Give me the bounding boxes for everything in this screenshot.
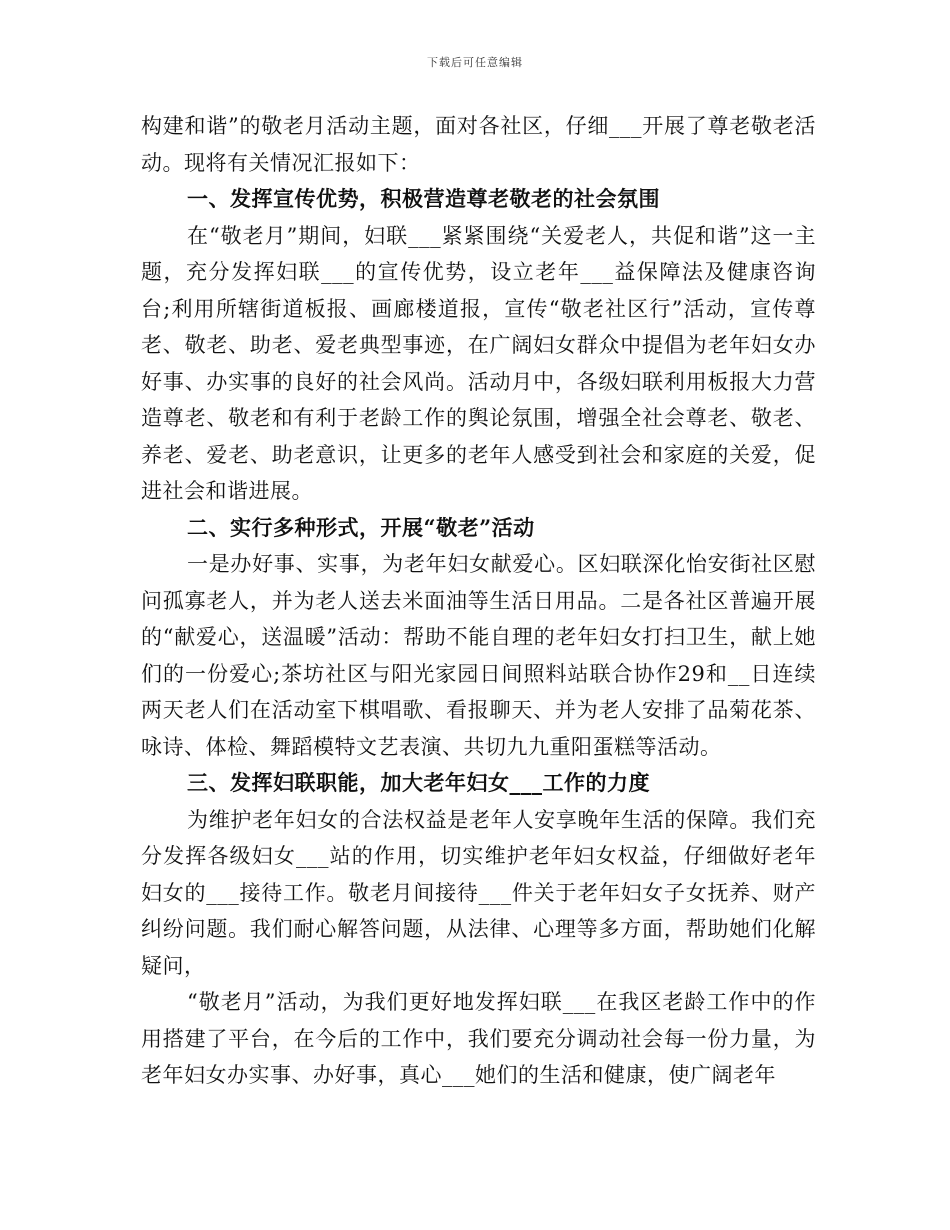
section-1-paragraph: 在“敬老月”期间，妇联___紧紧围绕“关爱老人，共促和谐”这一主题，充分发挥妇联___的宣传优势，设立老年___益保障法及健康咨询台;利用所辖街道板报、画廊楼道报，宣传“敬老社区行”活动，宣传尊老、敬老、助老、爱老典型事迹，在广阔妇女群众中提倡为老年妇女办好事、办实事的良好的社会风尚。活动月中，各级妇联利用板报大力营造尊老、敬老和有利于老龄工作的舆论氛围，增强全社会尊老、敬老、养老、爱老、助老意识，让更多的老年人感受到社会和家庭的关爱，促进社会和谐进展。: [141, 223, 816, 503]
closing-paragraph: “敬老月”活动，为我们更好地发挥妇联___在我区老龄工作中的作用搭建了平台，在今后的工作中，我们要充分调动社会每一份力量，为老年妇女办实事、办好事，真心___她们的生活和健康，使广阔老年: [141, 990, 816, 1087]
section-heading-1: 一、发挥宣传优势，积极营造尊老敬老的社会氛围: [187, 186, 660, 211]
document-body: [141, 108, 816, 1094]
section-2-paragraph: 一是办好事、实事，为老年妇女献爱心。区妇联深化怡安街社区慰问孤寡老人，并为老人送去米面油等生活日用品。二是各社区普遍开展的“献爱心，送温暖”活动：帮助不能自理的老年妇女打扫卫生，献上她们的一份爱心;茶坊社区与阳光家园日间照料站联合协作29和__日连续两天老人们在活动室下棋唱歌、看报聊天、并为老人安排了品菊花茶、咏诗、体检、舞蹈模特文艺表演、共切九九重阳蛋糕等活动。: [141, 552, 816, 759]
page-header: 下载后可任意编辑: [427, 56, 523, 69]
section-3-paragraph: 为维护老年妇女的合法权益是老年人安享晚年生活的保障。我们充分发挥各级妇女___站的作用，切实维护老年妇女权益，仔细做好老年妇女的___接待工作。敬老月间接待___件关于老年妇女子女抚养、财产纠纷问题。我们耐心解答问题，从法律、心理等多方面，帮助她们化解疑问，: [141, 807, 816, 978]
section-heading-2: 二、实行多种形式，开展“敬老”活动: [187, 514, 535, 540]
section-heading-3: 三、发挥妇联职能，加大老年妇女___工作的力度: [187, 770, 650, 795]
intro-paragraph: 构建和谐”的敬老月活动主题，面对各社区，仔细___开展了尊老敬老活动。现将有关情况汇报如下：: [141, 114, 816, 175]
